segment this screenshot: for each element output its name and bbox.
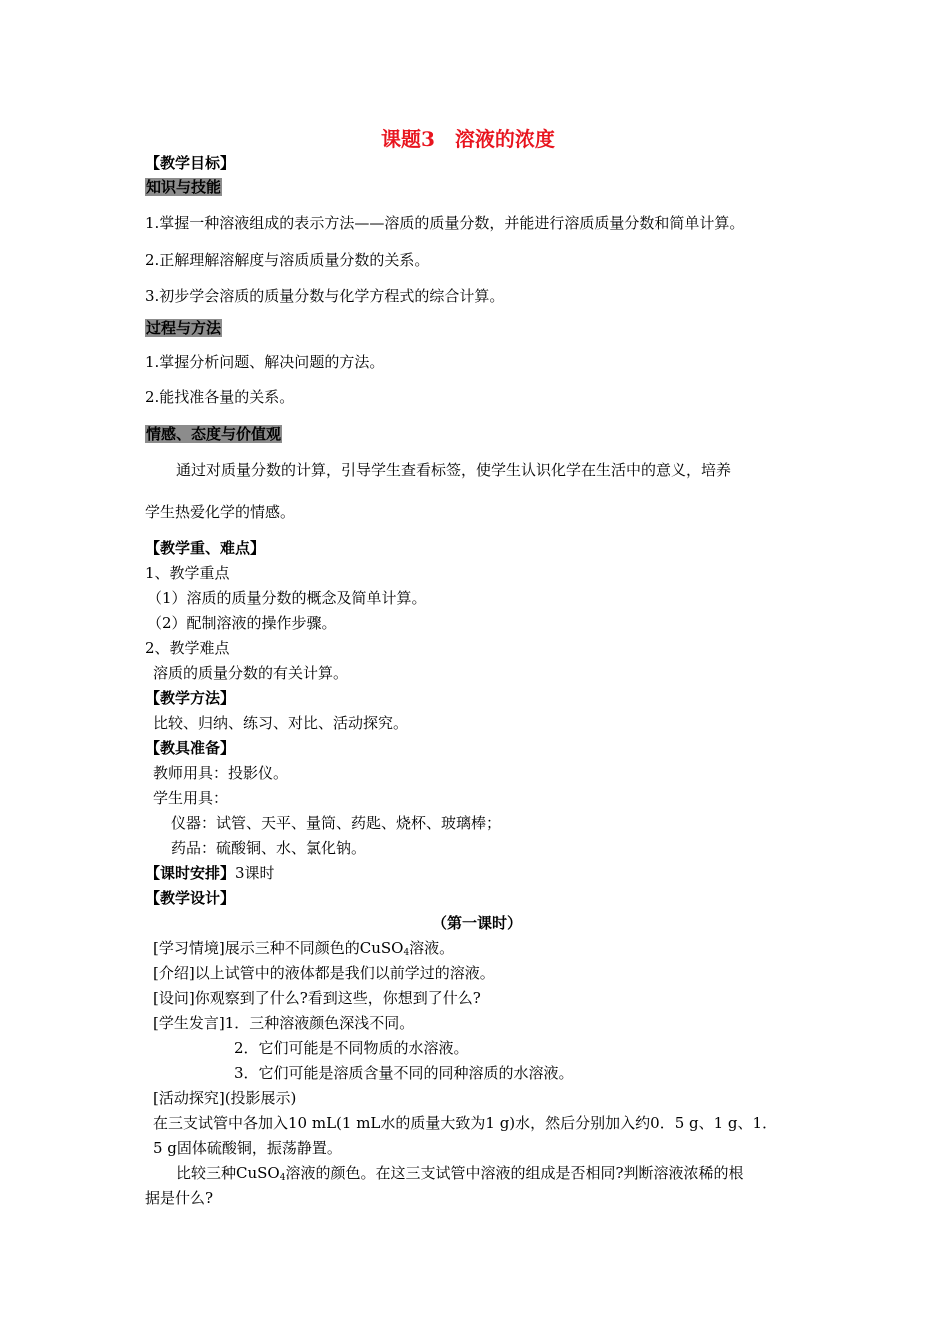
schedule-heading: 【课时安排】 <box>145 864 236 882</box>
schedule-value: 3课时 <box>235 864 275 882</box>
key-point-2: （2）配制溶液的操作步骤。 <box>147 614 337 632</box>
teacher-tools: 教师用具：投影仪。 <box>153 764 289 782</box>
knowledge-item-1: 1.掌握一种溶液组成的表示方法——溶质的质量分数，并能进行溶质质量分数和简单计算。 <box>145 214 745 232</box>
emotion-text-line-1: 通过对质量分数的计算，引导学生查看标签，使学生认识化学在生活中的意义，培养 <box>176 461 732 479</box>
cuso4-formula: CuSO$_4$ <box>359 939 410 958</box>
lesson-line-1: [学习情境]展示三种不同颜色的CuSO$_4$溶液。 <box>153 939 455 958</box>
knowledge-item-2: 2.正解理解溶解度与溶质质量分数的关系。 <box>145 251 430 269</box>
method-heading: 【教学方法】 <box>145 689 236 707</box>
page-title: 课题3 溶液的浓度 <box>381 127 555 151</box>
process-item-2: 2.能找准各量的关系。 <box>145 388 295 406</box>
schedule-line <box>145 863 275 883</box>
lesson-line-9: 5 g固体硫酸铜，振荡静置。 <box>153 1139 342 1157</box>
lesson-line-2: [介绍]以上试管中的液体都是我们以前学过的溶液。 <box>153 964 495 982</box>
difficulty-point: 溶质的质量分数的有关计算。 <box>153 664 349 682</box>
cuso4-formula: CuSO$_4$ <box>236 1164 286 1183</box>
key-difficulty-heading: 【教学重、难点】 <box>145 539 266 557</box>
emotion-text-line-2: 学生热爱化学的情感。 <box>145 503 296 521</box>
objectives-heading: 【教学目标】 <box>145 154 236 172</box>
method-text: 比较、归纳、练习、对比、活动探究。 <box>153 714 409 732</box>
lesson-line-8: 在三支试管中各加入10 mL(1 mL水的质量大致为1 g)水，然后分别加入约0．5 g、1 g、1． <box>153 1114 778 1132</box>
key-point-label: 1、教学重点 <box>145 564 230 582</box>
lesson-line-6: 3．它们可能是溶质含量不同的同种溶质的水溶液。 <box>234 1064 574 1082</box>
knowledge-heading: 知识与技能 <box>146 178 222 196</box>
difficulty-label: 2、教学难点 <box>145 639 230 657</box>
knowledge-item-3: 3.初步学会溶质的质量分数与化学方程式的综合计算。 <box>145 287 505 305</box>
lesson-line-7: [活动探究](投影展示) <box>153 1089 297 1107</box>
lesson-line-10: 比较三种CuSO$_4$溶液的颜色。在这三支试管中溶液的组成是否相同?判断溶液浓稀的根 <box>176 1164 744 1183</box>
instruments-line: 仪器：试管、天平、量筒、药匙、烧杯、玻璃棒； <box>171 814 502 832</box>
design-heading: 【教学设计】 <box>145 889 236 907</box>
lesson-line-11: 据是什么? <box>145 1189 214 1207</box>
lesson-line-3: [设问]你观察到了什么?看到这些，你想到了什么? <box>153 989 481 1007</box>
emotion-heading: 情感、态度与价值观 <box>146 425 282 443</box>
tools-heading: 【教具准备】 <box>145 739 236 757</box>
reagents-line: 药品：硫酸铜、水、氯化钠。 <box>171 839 367 857</box>
process-heading: 过程与方法 <box>146 319 222 337</box>
lesson-line-5: 2．它们可能是不同物质的水溶液。 <box>234 1039 469 1057</box>
lesson-title: （第一课时） <box>432 914 523 932</box>
process-item-1: 1.掌握分析问题、解决问题的方法。 <box>145 353 385 371</box>
key-point-1: （1）溶质的质量分数的概念及简单计算。 <box>147 589 427 607</box>
lesson-line-4: [学生发言]1．三种溶液颜色深浅不同。 <box>153 1014 415 1032</box>
student-tools-label: 学生用具： <box>153 789 229 807</box>
